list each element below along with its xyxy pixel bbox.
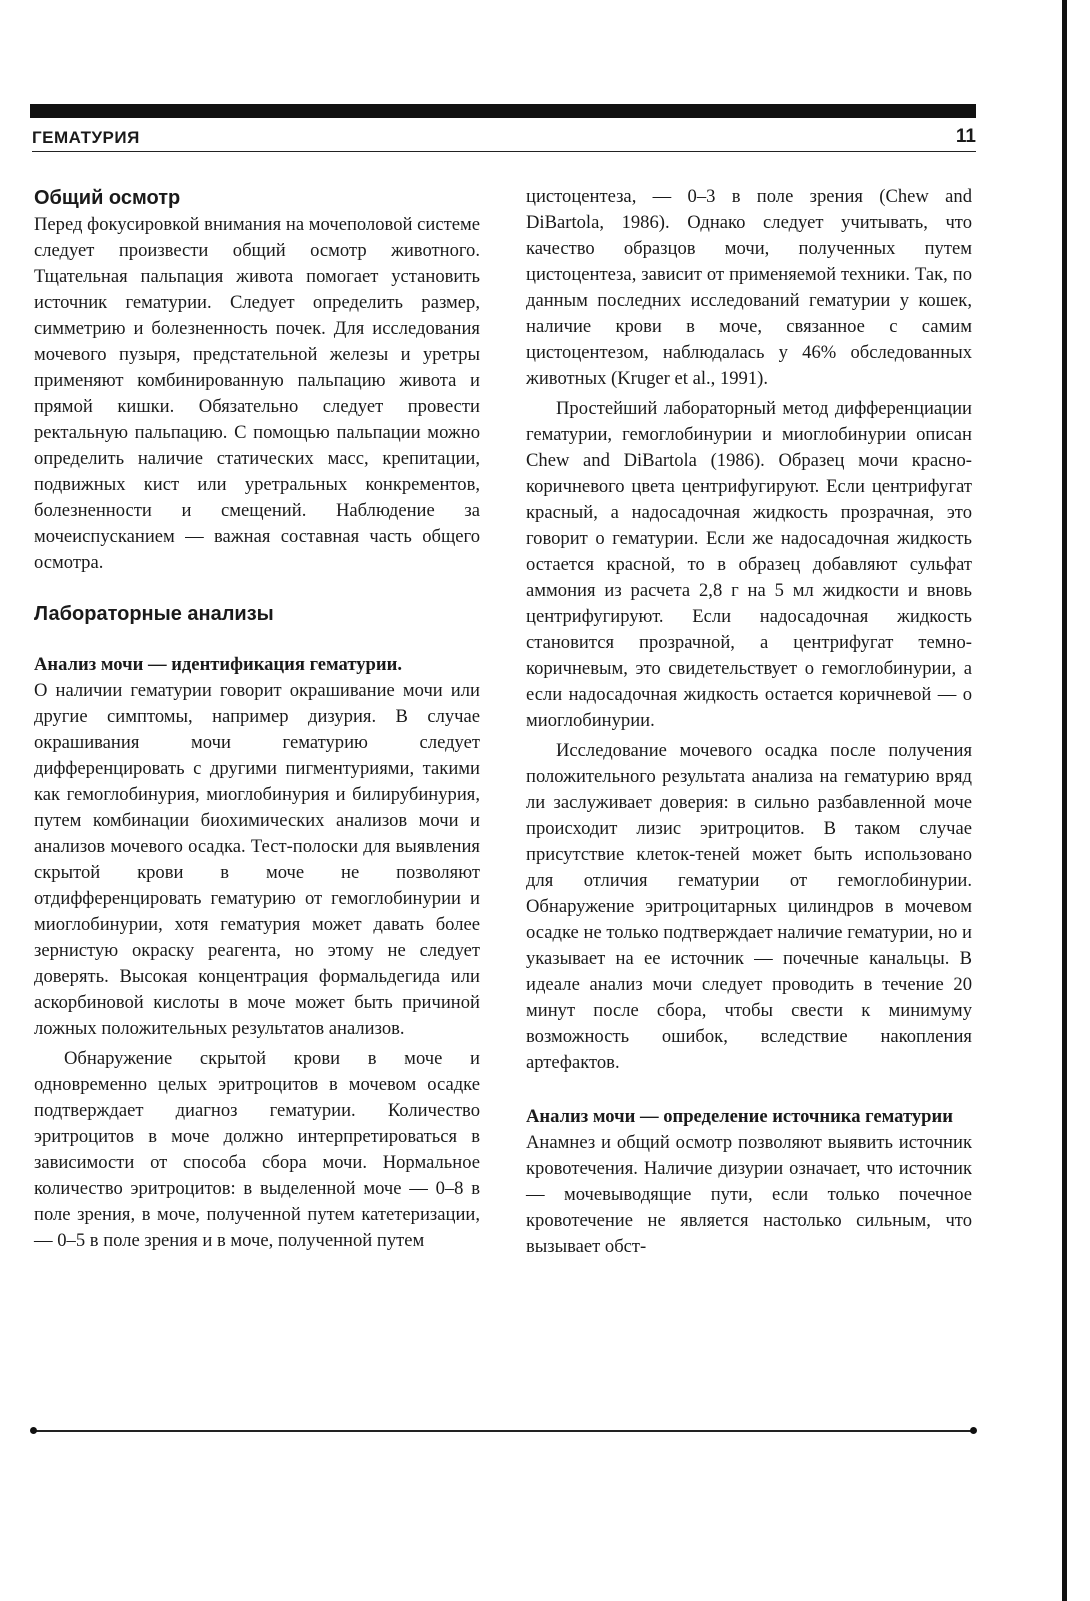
heading-lab-tests: Лабораторные анализы bbox=[34, 603, 274, 625]
subheading-urinalysis-source: Анализ мочи — определение источника гематурии bbox=[526, 1106, 953, 1127]
paragraph-source: Анамнез и общий осмотр позволяют выявить источник кровотечения. Наличие дизурии означает, что источник — мочевыводящие пути, если только почечное кровотечение не является настолько сильным, что вызывает обст- bbox=[526, 1132, 972, 1257]
paragraph-sediment-exam: Исследование мочевого осадка после получения положительного результата анализа на гематурию вряд ли заслуживает доверия: в сильно разбавленной моче происходит лизис эритроцитов. В таком случае присутствие клеток-теней может быть использовано для отличия гематурии от гемоглобинурии. Обнаружение эритроцитарных цилиндров в мочевом осадке не только подтверждает наличие гематурии, но и указывает на ее источник — почечные канальцы. В идеале анализ мочи следует проводить в течение 20 минут после сбора, чтобы свести к минимуму возможность ошибок, вследствие накопления артефактов. bbox=[526, 740, 972, 1073]
page-number: 11 bbox=[955, 126, 976, 147]
subheading-urinalysis-identification: Анализ мочи — идентификация гематурии. bbox=[34, 654, 402, 675]
running-title: ГЕМАТУРИЯ bbox=[32, 128, 140, 147]
running-header bbox=[32, 128, 976, 152]
paragraph-differentiation-method: Простейший лабораторный метод дифференциации гематурии, гемоглобинурии и миоглобинурии описан Chew and DiBartola (1986). Образец мочи красно-коричневого цвета центрифугируют. Если центрифугат красный, а надосадочная жидкость прозрачная, это говорит о гематурии. Если же надосадочная жидкость остается красной, то в образец добавляют сульфат аммония из расчета 2,8 г на 5 мл жидкости и вновь центрифугируют. Если надосадочная жидкость становится прозрачной, а центрифугат темно-коричневым, это свидетельствует о гемоглобинурии, а если надосадочная жидкость остается коричневой — о миоглобинурии. bbox=[526, 398, 972, 731]
paragraph-general-exam: Перед фокусировкой внимания на мочеполовой системе следует произвести общий осмотр животного. Тщательная пальпация живота помогает установить источник гематурии. Следует определить размер, симметрию и болезненность почек. Для исследования мочевого пузыря, предстательной железы и уретры применяют комбинированную пальпацию живота и прямой кишки. Обязательно следует провести ректальную пальпацию. С помощью пальпации можно определить наличие статических масс, крепитации, подвижных кист или уретральных конкрементов, болезненности и смещений. Наблюдение за мочеиспусканием — важная составная часть общего осмотра. bbox=[34, 214, 480, 573]
right-column bbox=[526, 184, 972, 1260]
top-rule bbox=[30, 104, 976, 118]
left-column bbox=[34, 184, 480, 1254]
page-edge-bar bbox=[1062, 0, 1067, 1601]
paragraph-identification: О наличии гематурии говорит окрашивание мочи или другие симптомы, например дизурия. В случае окрашивания мочи гематурию следует дифференцировать с другими пигментуриями, такими как гемоглобинурия, миоглобинурия и билирубинурия, путем комбинации биохимических анализов мочи и анализов мочевого осадка. Тест-полоски для выявления скрытой крови в моче не позволяют отдифференцировать гематурию от гемоглобинурии и миоглобинурии, хотя гематурия может давать более зернистую окраску реагента, но этому не следует доверять. Высокая концентрация формальдегида или аскорбиновой кислоты в моче может быть причиной ложных положительных результатов анализов. bbox=[34, 680, 480, 1039]
paragraph-continuation: цистоцентеза, — 0–3 в поле зрения (Chew and DiBartola, 1986). Однако следует учитывать, что качество образцов мочи, полученных путем цистоцентеза, зависит от применяемой техники. Так, по данным последних исследований гематурии у кошек, наличие крови в моче, связанное с самим цистоцентезом, наблюдалась у 46% обследованных животных (Kruger et al., 1991). bbox=[526, 186, 972, 389]
bottom-rule bbox=[32, 1430, 976, 1432]
paragraph-detection: Обнаружение скрытой крови в моче и одновременно целых эритроцитов в мочевом осадке подтверждает диагноз гематурии. Количество эритроцитов в моче должно интерпретироваться в зависимости от способа сбора мочи. Нормальное количество эритроцитов: в выделенной моче — 0–8 в поле зрения, в моче, полученной путем катетеризации, — 0–5 в поле зрения и в моче, полученной путем bbox=[34, 1048, 480, 1251]
bottom-rule-right-dot bbox=[970, 1427, 977, 1434]
bottom-rule-left-dot bbox=[30, 1427, 37, 1434]
heading-general-exam: Общий осмотр bbox=[34, 187, 181, 209]
